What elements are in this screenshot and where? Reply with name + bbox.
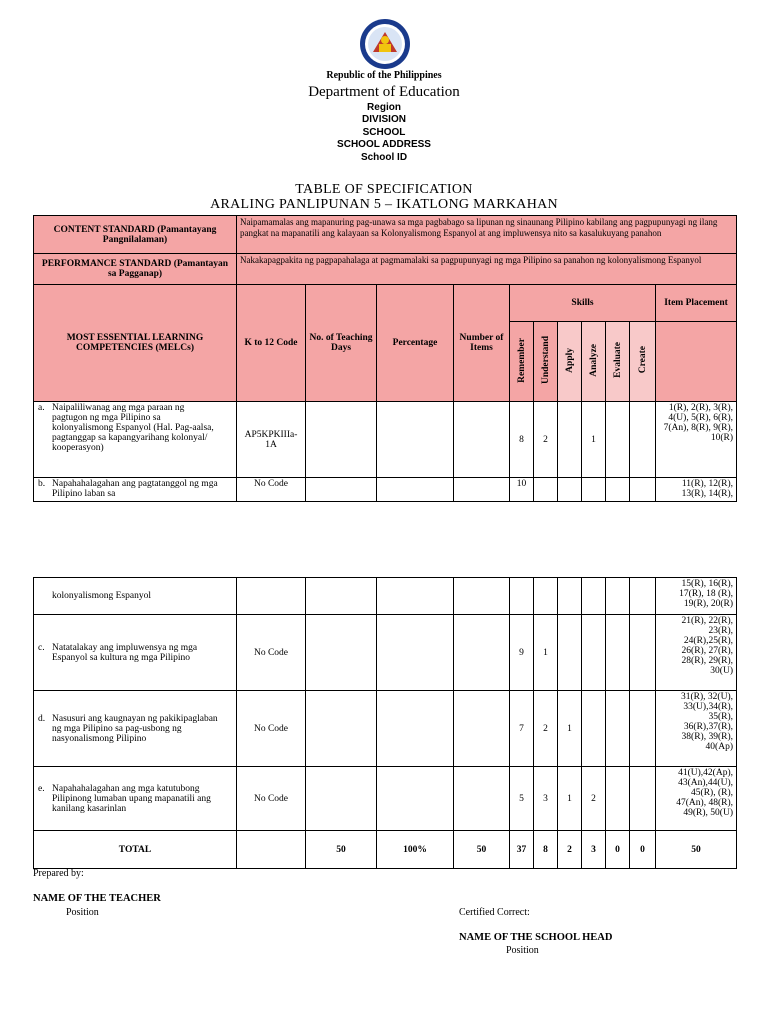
total-skill-cell: 0: [630, 831, 656, 869]
skill-cell: 9: [510, 615, 534, 691]
percentage-cell: [377, 578, 454, 615]
skill-cell: [558, 578, 582, 615]
percentage-cell: [377, 691, 454, 767]
total-label: TOTAL: [34, 831, 237, 869]
total-skill-cell: 8: [534, 831, 558, 869]
skill-cell: [630, 578, 656, 615]
melc-cell: kolonyalismong Espanyol: [34, 578, 237, 615]
content-standard-label: CONTENT STANDARD (Pamantayang Pangnilalaman): [34, 216, 237, 254]
document-title: TABLE OF SPECIFICATION: [295, 182, 473, 197]
melc-cell: a. Naipaliliwanag ang mga paraan ng pagtugon ng mga Pilipino sa kolonyalismong Espanyol (Hal. Pag-aalsa, pagtanggap sa kapangyarihang kolonyal/ kooperasyon): [34, 402, 237, 478]
days-cell: [306, 691, 377, 767]
skill-header-create: Create: [630, 322, 656, 402]
document-subtitle: ARALING PANLIPUNAN 5 – IKATLONG MARKAHAN: [210, 197, 558, 212]
skill-cell: [582, 691, 606, 767]
skill-cell: [606, 402, 630, 478]
items-cell: [454, 478, 510, 502]
total-code: [237, 831, 306, 869]
total-items: 50: [454, 831, 510, 869]
column-header-row: [34, 285, 737, 322]
placement-cell: 1(R), 2(R), 3(R), 4(U), 5(R), 6(R), 7(An), 8(R), 9(R), 10(R): [656, 402, 737, 478]
skill-cell: [606, 478, 630, 502]
items-cell: [454, 691, 510, 767]
code-cell: AP5KPKIIIa-1A: [237, 402, 306, 478]
percentage-header: Percentage: [377, 285, 454, 402]
placement-cell: 41(U),42(Ap), 43(An),44(U), 45(R), (R), 47(An), 48(R), 49(R), 50(U): [656, 767, 737, 831]
certified-correct-label: Certified Correct:: [459, 907, 530, 918]
skill-header-evaluate: Evaluate: [606, 322, 630, 402]
table-row: [34, 402, 737, 478]
skill-cell: [582, 478, 606, 502]
items-cell: [454, 578, 510, 615]
melc-cell: b. Napahahalagahan ang pagtatanggol ng mga Pilipino laban sa: [34, 478, 237, 502]
placement-header: Item Placement: [656, 285, 737, 322]
school-line: SCHOOL: [362, 127, 406, 138]
skill-cell: [558, 615, 582, 691]
performance-standard-label: PERFORMANCE STANDARD (Pamantayan sa Pagganap): [34, 254, 237, 285]
table-row: [34, 615, 737, 691]
table-row: [34, 578, 737, 615]
percentage-cell: [377, 478, 454, 502]
days-cell: [306, 615, 377, 691]
total-skill-cell: 0: [606, 831, 630, 869]
prepared-by-label: Prepared by:: [33, 868, 84, 879]
table-row: [34, 767, 737, 831]
total-placement: 50: [656, 831, 737, 869]
content-standard-text: Naipamamalas ang mapanuring pag-unawa sa mga pagbabago sa lipunan ng sinaunang Pilipino kabilang ang pagpupunyagi ng ilang pangkat na mapanatili ang kalayaan sa Kolonyalismong Espanyol at ang impluwensya nito sa kasalukuyang panahon: [237, 216, 737, 254]
items-cell: [454, 615, 510, 691]
skill-cell: [606, 767, 630, 831]
skill-cell: 1: [534, 615, 558, 691]
melc-cell: c. Natatalakay ang impluwensya ng mga Espanyol sa kultura ng mga Pilipino: [34, 615, 237, 691]
total-percentage: 100%: [377, 831, 454, 869]
table-row: [34, 691, 737, 767]
percentage-cell: [377, 767, 454, 831]
performance-standard-text: Nakakapagpakita ng pagpapahalaga at pagmamalaki sa pagpupunyagi ng mga Pilipino sa panahon ng kolonyalismong Espanyol: [237, 254, 737, 285]
skill-cell: 5: [510, 767, 534, 831]
skill-cell: [630, 478, 656, 502]
skill-cell: 1: [558, 767, 582, 831]
skill-cell: [630, 615, 656, 691]
skill-cell: [534, 578, 558, 615]
skill-cell: 10: [510, 478, 534, 502]
skill-cell: [606, 615, 630, 691]
items-cell: [454, 767, 510, 831]
teacher-position: Position: [66, 907, 99, 918]
total-skill-cell: 37: [510, 831, 534, 869]
republic-line: Republic of the Philippines: [326, 70, 442, 81]
tos-table-bottom: [33, 577, 737, 869]
code-cell: No Code: [237, 691, 306, 767]
melc-cell: d. Nasusuri ang kaugnayan ng pakikipaglaban ng mga Pilipino sa pag-usbong ng nasyonalismong Pilipino: [34, 691, 237, 767]
days-cell: [306, 767, 377, 831]
skill-cell: 7: [510, 691, 534, 767]
skills-header: Skills: [510, 285, 656, 322]
skill-cell: 8: [510, 402, 534, 478]
skill-cell: 2: [582, 767, 606, 831]
skill-cell: [582, 578, 606, 615]
skill-cell: 2: [534, 691, 558, 767]
skill-cell: 1: [558, 691, 582, 767]
tos-table-top: [33, 215, 737, 502]
days-cell: [306, 578, 377, 615]
teacher-name: NAME OF THE TEACHER: [33, 893, 161, 904]
skill-cell: [534, 478, 558, 502]
skill-cell: [606, 691, 630, 767]
code-cell: [237, 578, 306, 615]
placement-cell: 21(R), 22(R), 23(R), 24(R),25(R), 26(R), 27(R), 28(R), 29(R), 30(U): [656, 615, 737, 691]
percentage-cell: [377, 615, 454, 691]
total-days: 50: [306, 831, 377, 869]
skill-cell: [582, 615, 606, 691]
region-line: Region: [367, 102, 401, 113]
skill-cell: [630, 767, 656, 831]
total-row: [34, 831, 737, 869]
skill-cell: [606, 578, 630, 615]
code-header: K to 12 Code: [237, 285, 306, 402]
skill-cell: [558, 478, 582, 502]
percentage-cell: [377, 402, 454, 478]
deped-seal-icon: [359, 18, 411, 70]
total-skill-cell: 2: [558, 831, 582, 869]
skill-cell: [558, 402, 582, 478]
skill-header-apply: Apply: [558, 322, 582, 402]
skill-cell: [510, 578, 534, 615]
school-id-line: School ID: [360, 152, 408, 163]
table-row: [34, 478, 737, 502]
items-cell: [454, 402, 510, 478]
skill-cell: 3: [534, 767, 558, 831]
placement-subheader: [656, 322, 737, 402]
code-cell: No Code: [237, 767, 306, 831]
school-address-line: SCHOOL ADDRESS: [337, 139, 431, 150]
skill-cell: 2: [534, 402, 558, 478]
skill-header-remember: Remember: [510, 322, 534, 402]
melc-header: MOST ESSENTIAL LEARNING COMPETENCIES (MELCs): [34, 285, 237, 402]
skill-cell: [630, 402, 656, 478]
performance-standard-row: [34, 254, 737, 285]
placement-cell: 15(R), 16(R), 17(R), 18 (R), 19(R), 20(R): [656, 578, 737, 615]
total-skill-cell: 3: [582, 831, 606, 869]
skill-cell: [630, 691, 656, 767]
school-head-position: Position: [506, 945, 539, 956]
skill-header-analyze: Analyze: [582, 322, 606, 402]
department-name: Department of Education: [308, 84, 460, 100]
days-header: No. of Teaching Days: [306, 285, 377, 402]
skill-header-understand: Understand: [534, 322, 558, 402]
code-cell: No Code: [237, 615, 306, 691]
school-head-name: NAME OF THE SCHOOL HEAD: [459, 932, 613, 943]
skill-cell: 1: [582, 402, 606, 478]
content-standard-row: [34, 216, 737, 254]
code-cell: No Code: [237, 478, 306, 502]
division-line: DIVISION: [362, 114, 406, 125]
placement-cell: 11(R), 12(R), 13(R), 14(R),: [656, 478, 737, 502]
melc-cell: e. Napahahalagahan ang mga katutubong Pilipinong lumaban upang mapanatili ang kanilang kasarinlan: [34, 767, 237, 831]
days-cell: [306, 402, 377, 478]
items-header: Number of Items: [454, 285, 510, 402]
placement-cell: 31(R), 32(U), 33(U),34(R), 35(R), 36(R),37(R), 38(R), 39(R), 40(Ap): [656, 691, 737, 767]
days-cell: [306, 478, 377, 502]
